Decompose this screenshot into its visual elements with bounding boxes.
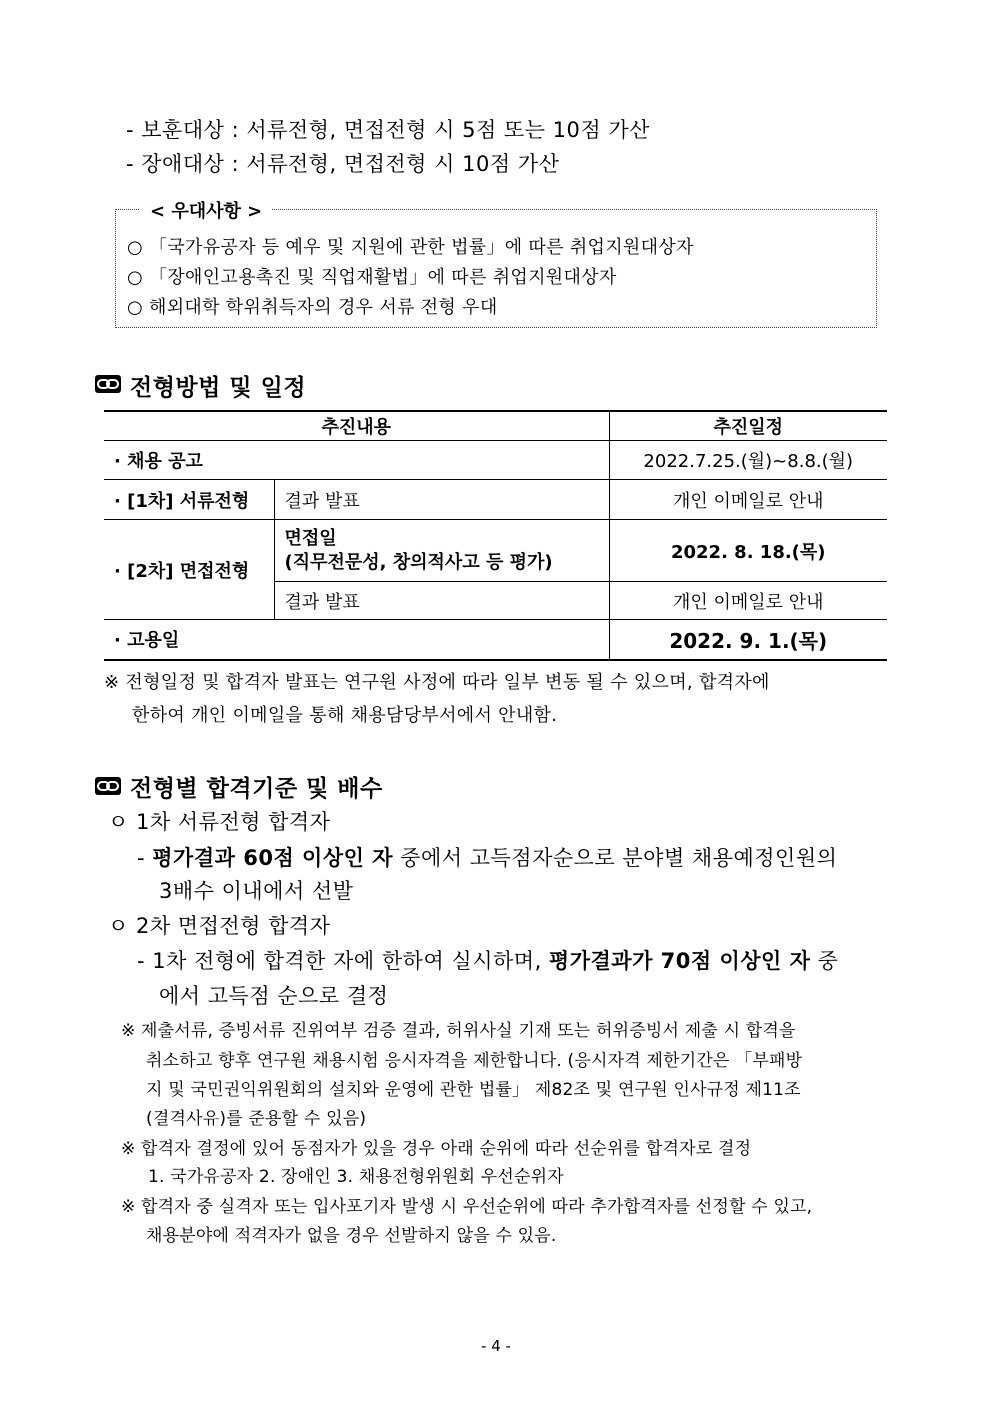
table-row xyxy=(104,620,887,660)
row-label: · [2차] 면접전형 xyxy=(104,520,274,620)
stage2-pre: - 1차 전형에 합격한 자에 한하여 실시하며, xyxy=(137,949,549,973)
bullet-veterans: - 보훈대상 : 서류전형, 면접전형 시 5점 또는 10점 가산 xyxy=(126,118,650,142)
preference-item: ○ 「국가유공자 등 예우 및 지원에 관한 법률」에 따른 취업지원대상자 xyxy=(127,237,694,258)
note-1-cont: 취소하고 향후 연구원 채용시험 응시자격을 제한합니다. (응시자격 제한기간은 「부패방 xyxy=(146,1051,803,1071)
row-label: · 고용일 xyxy=(104,620,609,660)
stage1-rest: 중에서 고득점자순으로 분야별 채용예정인원의 xyxy=(393,846,838,870)
note-3: ※ 합격자 중 실격자 또는 입사포기자 발생 시 우선순위에 따라 추가합격자를 선정할 수 있고, xyxy=(121,1197,813,1217)
schedule-note-cont: 한하여 개인 이메일을 통해 채용담당부서에서 안내함. xyxy=(132,705,558,726)
note-1: ※ 제출서류, 증빙서류 진위여부 검증 결과, 허위사실 기재 또는 허위증빙서 제출 시 합격을 xyxy=(121,1021,796,1041)
row-sub-line: (직무전문성, 창의적사고 등 평가) xyxy=(284,551,553,573)
note-2: ※ 합격자 결정에 있어 동점자가 있을 경우 아래 순위에 따라 선순위를 합격자로 결정 xyxy=(121,1139,752,1159)
note-1-cont: 지 및 국민권익위원회의 설치와 운영에 관한 법률」 제82조 및 연구원 인사규정 제11조 xyxy=(146,1080,801,1100)
stage2-heading: ㅇ 2차 면접전형 합격자 xyxy=(108,914,331,938)
stage1-detail xyxy=(137,842,837,872)
stage2-detail xyxy=(137,945,838,975)
row-date: 개인 이메일로 안내 xyxy=(609,480,887,520)
dash: - xyxy=(137,846,153,870)
stage1-detail-cont: 3배수 이내에서 선발 xyxy=(159,879,354,903)
bullet-disabled: - 장애대상 : 서류전형, 면접전형 시 10점 가산 xyxy=(126,152,560,176)
row-date: 2022. 8. 18.(목) xyxy=(609,520,887,582)
preference-title: < 우대사항 > xyxy=(140,197,272,223)
header-date: 추진일정 xyxy=(609,411,887,441)
section-title-schedule: 전형방법 및 일정 xyxy=(130,375,307,401)
link-icon xyxy=(95,777,121,795)
preference-item: ○ 「장애인고용촉진 및 직업재활법」에 따른 취업지원대상자 xyxy=(127,267,617,288)
table-row xyxy=(104,480,887,520)
row-date: 개인 이메일로 안내 xyxy=(609,582,887,620)
row-sub xyxy=(274,520,609,582)
stage2-rest: 중 xyxy=(810,949,839,973)
note-3-cont: 채용분야에 적격자가 없을 경우 선발하지 않을 수 있음. xyxy=(146,1226,557,1246)
section-title-criteria: 전형별 합격기준 및 배수 xyxy=(130,776,383,802)
stage1-bold: 평가결과 60점 이상인 자 xyxy=(152,846,393,870)
row-sub-line: 면접일 xyxy=(284,527,337,549)
link-icon xyxy=(95,375,121,393)
table-row xyxy=(104,520,887,582)
row-label: · [1차] 서류전형 xyxy=(104,480,274,520)
row-label: · 채용 공고 xyxy=(104,441,609,480)
table-row xyxy=(104,441,887,480)
stage2-detail-cont: 에서 고득점 순으로 결정 xyxy=(159,984,389,1008)
schedule-table xyxy=(104,410,887,661)
row-sub: 결과 발표 xyxy=(274,480,609,520)
stage2-bold: 평가결과가 70점 이상인 자 xyxy=(548,949,811,973)
header-content: 추진내용 xyxy=(104,411,609,441)
page-number: - 4 - xyxy=(481,1337,511,1355)
note-2-list: 1. 국가유공자 2. 장애인 3. 채용전형위원회 우선순위자 xyxy=(148,1167,564,1187)
schedule-note: ※ 전형일정 및 합격자 발표는 연구원 사정에 따라 일부 변동 될 수 있으며, 합격자에 xyxy=(104,672,770,693)
preference-item: ○ 해외대학 학위취득자의 경우 서류 전형 우대 xyxy=(127,297,498,318)
row-date: 2022. 9. 1.(목) xyxy=(609,620,887,660)
stage1-heading: ㅇ 1차 서류전형 합격자 xyxy=(108,810,331,834)
table-header-row xyxy=(104,411,887,441)
row-date: 2022.7.25.(월)~8.8.(월) xyxy=(609,441,887,480)
row-sub: 결과 발표 xyxy=(274,582,609,620)
note-1-cont: (결격사유)를 준용할 수 있음) xyxy=(146,1109,367,1129)
